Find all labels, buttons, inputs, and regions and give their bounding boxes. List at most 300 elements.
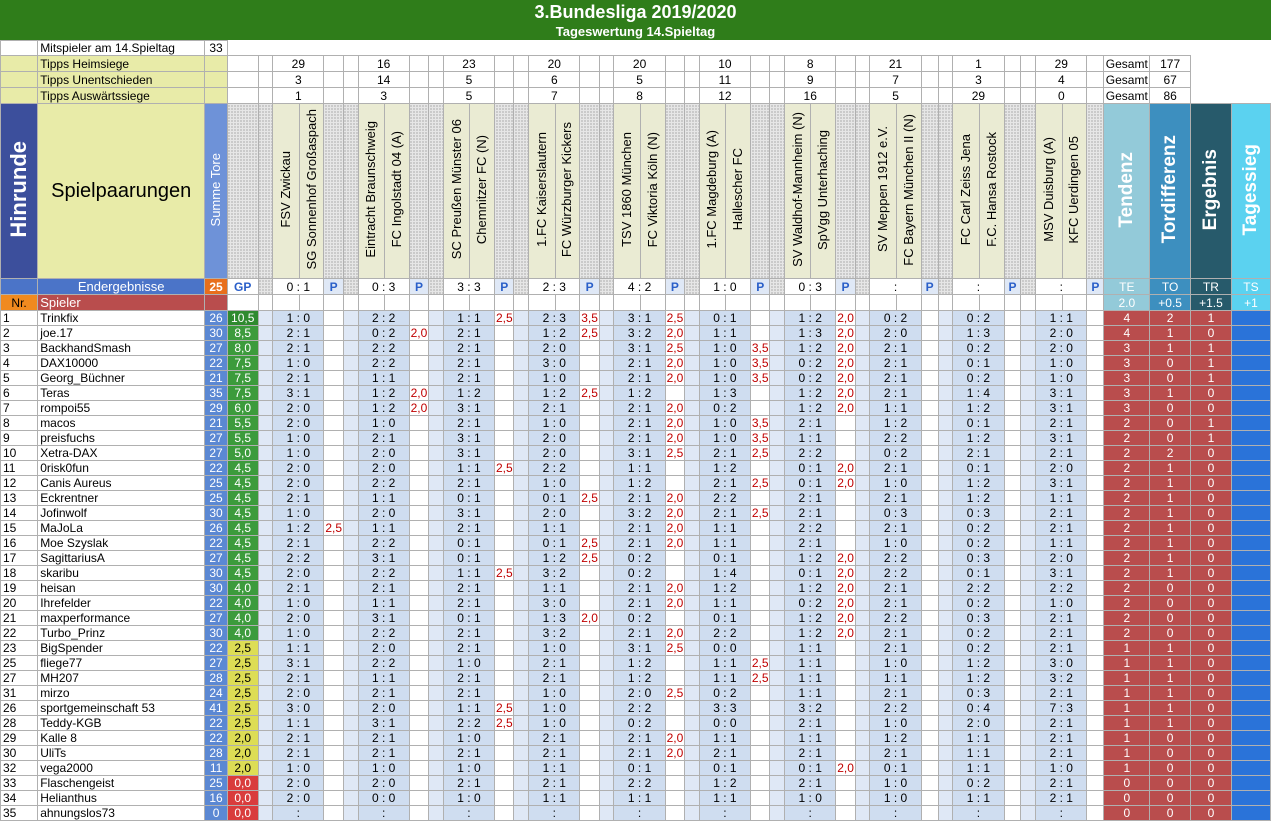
player-gp: 8,0 [227, 341, 258, 356]
player-tip: 3 : 1 [358, 716, 409, 731]
player-tip: 2 : 1 [614, 581, 665, 596]
player-to: 1 [1150, 686, 1191, 701]
player-tip: 3 : 1 [358, 551, 409, 566]
player-points [495, 371, 514, 386]
player-tip: 1 : 2 [614, 476, 665, 491]
player-name: Teras [38, 386, 205, 401]
player-gp: 2,5 [227, 701, 258, 716]
player-tip: 3 : 1 [443, 506, 494, 521]
player-tip: 1 : 2 [699, 776, 750, 791]
player-tip: 1 : 1 [953, 761, 1004, 776]
player-points [921, 806, 938, 821]
player-tore: 25 [205, 491, 228, 506]
player-tip: 2 : 1 [870, 686, 921, 701]
player-tip: 1 : 0 [1036, 761, 1087, 776]
player-points [1004, 731, 1021, 746]
score-value: +1 [1231, 295, 1270, 311]
player-points [665, 761, 684, 776]
player-points [324, 431, 343, 446]
player-gp: 0,0 [227, 776, 258, 791]
player-tip: 1 : 0 [529, 701, 580, 716]
player-tip: 2 : 1 [1036, 716, 1087, 731]
player-points [495, 731, 514, 746]
gp-label: GP [227, 279, 258, 295]
player-te: 4 [1104, 326, 1150, 341]
player-tip: 2 : 0 [1036, 551, 1087, 566]
player-tip: 1 : 0 [870, 791, 921, 806]
player-row[interactable] [1, 731, 1271, 746]
player-points [836, 416, 855, 431]
summary-value: 7 [529, 88, 580, 104]
player-points [580, 446, 599, 461]
player-points: 2,0 [837, 326, 854, 340]
summary-value: 4 [1036, 72, 1087, 88]
player-row[interactable] [1, 671, 1271, 686]
player-tr: 0 [1191, 731, 1232, 746]
player-points [921, 491, 938, 506]
player-tip: 2 : 1 [870, 581, 921, 596]
player-tip: 3 : 1 [443, 446, 494, 461]
player-tip: 2 : 1 [953, 446, 1004, 461]
player-tip: 2 : 1 [1036, 791, 1087, 806]
player-tip: 0 : 2 [870, 311, 921, 326]
summary-row [1, 72, 1271, 88]
player-points [836, 656, 855, 671]
player-row[interactable] [1, 521, 1271, 536]
player-tip: 1 : 2 [529, 551, 580, 566]
player-name: 0risk0fun [38, 461, 205, 476]
player-tr: 1 [1191, 356, 1232, 371]
player-points [1087, 671, 1104, 686]
player-tip: 1 : 1 [699, 731, 750, 746]
player-tip: 0 : 4 [953, 701, 1004, 716]
tendenz-header: Tendenz [1115, 151, 1137, 228]
player-tip: 2 : 2 [273, 551, 324, 566]
player-tip: 2 : 1 [614, 431, 665, 446]
gesamt-label: Gesamt [1105, 72, 1148, 87]
player-tip: 2 : 1 [785, 716, 836, 731]
player-tip: 1 : 0 [273, 761, 324, 776]
player-tip: 1 : 1 [1036, 491, 1087, 506]
player-points [1087, 551, 1104, 566]
player-points [1004, 761, 1021, 776]
end-sum: 25 [205, 279, 228, 295]
player-nr: 16 [1, 536, 38, 551]
player-tip: 1 : 0 [699, 416, 750, 431]
player-row[interactable] [1, 326, 1271, 341]
match-result: 1 : 0 [699, 279, 750, 295]
player-to: 1 [1150, 656, 1191, 671]
summary-value: 20 [614, 56, 665, 72]
player-tore: 30 [205, 506, 228, 521]
player-row[interactable] [1, 701, 1271, 716]
title-bar [0, 0, 1271, 40]
player-tr: 0 [1191, 761, 1232, 776]
player-points [495, 416, 514, 431]
player-gp: 4,5 [227, 461, 258, 476]
player-row[interactable] [1, 476, 1271, 491]
player-tip: 2 : 1 [358, 746, 409, 761]
player-points: 2,0 [837, 311, 854, 325]
player-te: 1 [1104, 686, 1150, 701]
player-points: 2,5 [666, 446, 684, 460]
gesamt-label: Gesamt [1105, 88, 1148, 103]
player-to: 0 [1150, 791, 1191, 806]
player-tore: 22 [205, 716, 228, 731]
player-tip: 2 : 0 [358, 446, 409, 461]
summary-value: 1 [273, 88, 324, 104]
player-points [1004, 686, 1021, 701]
player-points [1004, 626, 1021, 641]
player-tore: 30 [205, 581, 228, 596]
player-tip: 1 : 1 [699, 521, 750, 536]
player-tip: 2 : 1 [785, 746, 836, 761]
player-row[interactable] [1, 536, 1271, 551]
player-points [409, 701, 428, 716]
player-tip: 0 : 1 [785, 476, 836, 491]
player-points [324, 326, 343, 341]
player-points [409, 341, 428, 356]
player-tip: 0 : 1 [785, 566, 836, 581]
gesamt-value: 67 [1150, 72, 1191, 88]
player-tr: 1 [1191, 431, 1232, 446]
player-tip: 1 : 1 [785, 641, 836, 656]
player-points [409, 431, 428, 446]
player-to: 1 [1150, 341, 1191, 356]
player-tip: 2 : 1 [443, 671, 494, 686]
player-row[interactable] [1, 491, 1271, 506]
player-name: Flaschengeist [38, 776, 205, 791]
player-tip: 2 : 2 [358, 566, 409, 581]
player-to: 0 [1150, 416, 1191, 431]
player-tip: 1 : 0 [699, 371, 750, 386]
player-tip: 2 : 1 [699, 476, 750, 491]
player-points [921, 536, 938, 551]
player-points [580, 791, 599, 806]
player-tip: 1 : 0 [529, 686, 580, 701]
player-tr: 0 [1191, 611, 1232, 626]
player-tip: 2 : 1 [1036, 416, 1087, 431]
player-tip: 0 : 1 [953, 356, 1004, 371]
player-points [1004, 461, 1021, 476]
player-gp: 7,5 [227, 371, 258, 386]
player-name: Turbo_Prinz [38, 626, 205, 641]
player-row[interactable] [1, 596, 1271, 611]
player-row[interactable] [1, 356, 1271, 371]
player-te: 1 [1104, 641, 1150, 656]
player-name: Xetra-DAX [38, 446, 205, 461]
player-tip: 0 : 1 [870, 761, 921, 776]
player-tip: 2 : 1 [785, 536, 836, 551]
player-points [324, 761, 343, 776]
player-tip: 3 : 1 [614, 446, 665, 461]
player-tip: 2 : 1 [1036, 506, 1087, 521]
player-row[interactable] [1, 446, 1271, 461]
player-row[interactable] [1, 371, 1271, 386]
player-tip: 0 : 1 [443, 611, 494, 626]
match-home-team: 1.FC Magdeburg (A) [704, 130, 720, 249]
player-tip: 0 : 1 [443, 536, 494, 551]
player-tip: 0 : 2 [785, 596, 836, 611]
player-points [1087, 461, 1104, 476]
player-points: 2,0 [666, 581, 684, 595]
page-title: 3.Bundesliga 2019/2020 [534, 2, 737, 22]
player-points [1004, 581, 1021, 596]
player-tip: 2 : 2 [699, 491, 750, 506]
player-row[interactable] [1, 611, 1271, 626]
player-to: 0 [1150, 371, 1191, 386]
player-tip: 1 : 0 [529, 641, 580, 656]
player-points [665, 791, 684, 806]
player-points: 2,0 [666, 431, 684, 445]
summary-value: 8 [614, 88, 665, 104]
player-tip: 2 : 1 [443, 596, 494, 611]
player-tip: 2 : 1 [529, 401, 580, 416]
player-row[interactable] [1, 551, 1271, 566]
player-tip: 3 : 0 [529, 356, 580, 371]
player-tore: 30 [205, 566, 228, 581]
gesamt-value: 177 [1150, 56, 1191, 72]
player-points: 2,0 [837, 401, 854, 415]
player-tr: 0 [1191, 446, 1232, 461]
player-tore: 22 [205, 596, 228, 611]
player-points [751, 461, 770, 476]
player-row[interactable] [1, 626, 1271, 641]
player-row[interactable] [1, 656, 1271, 671]
p-label: P [324, 279, 343, 295]
player-tip: 1 : 1 [785, 686, 836, 701]
player-tip: 1 : 2 [785, 551, 836, 566]
player-tip: 1 : 0 [529, 371, 580, 386]
player-tip: 2 : 0 [953, 716, 1004, 731]
player-points [921, 596, 938, 611]
score-code: TO [1150, 279, 1191, 295]
player-tip: 1 : 0 [443, 656, 494, 671]
player-points [665, 476, 684, 491]
match-home-team: TSV 1860 München [619, 132, 635, 247]
player-name: rompoi55 [38, 401, 205, 416]
player-nr: 14 [1, 506, 38, 521]
player-gp: 6,0 [227, 401, 258, 416]
player-nr: 35 [1, 806, 38, 821]
player-tip: 2 : 1 [443, 326, 494, 341]
player-points [836, 716, 855, 731]
player-points [324, 446, 343, 461]
player-points [921, 746, 938, 761]
player-points [324, 506, 343, 521]
player-tip: 3 : 3 [699, 701, 750, 716]
player-tip: 3 : 1 [614, 341, 665, 356]
player-points [324, 701, 343, 716]
player-row[interactable] [1, 761, 1271, 776]
player-points: 2,0 [837, 356, 854, 370]
player-tip: 1 : 0 [273, 446, 324, 461]
player-tip: 1 : 1 [870, 671, 921, 686]
player-tip: 2 : 0 [273, 416, 324, 431]
summary-row [1, 88, 1271, 104]
player-te: 3 [1104, 401, 1150, 416]
player-row[interactable] [1, 386, 1271, 401]
player-tip: 2 : 0 [614, 686, 665, 701]
player-points [665, 566, 684, 581]
player-points [751, 776, 770, 791]
player-points [324, 776, 343, 791]
player-tip: 2 : 1 [273, 341, 324, 356]
player-tip: 0 : 2 [699, 686, 750, 701]
player-points [836, 506, 855, 521]
player-points: 2,0 [837, 551, 854, 565]
player-points [580, 761, 599, 776]
player-tip: 2 : 1 [870, 521, 921, 536]
player-gp: 4,5 [227, 506, 258, 521]
player-tip: 2 : 2 [870, 701, 921, 716]
player-te: 0 [1104, 776, 1150, 791]
player-tip: 1 : 3 [953, 326, 1004, 341]
summary-value: 14 [358, 72, 409, 88]
player-tip: 2 : 0 [273, 566, 324, 581]
player-tip: 3 : 1 [443, 401, 494, 416]
player-tip: 1 : 2 [785, 401, 836, 416]
player-gp: 4,5 [227, 476, 258, 491]
player-row[interactable] [1, 461, 1271, 476]
player-te: 1 [1104, 701, 1150, 716]
player-row[interactable] [1, 506, 1271, 521]
player-name: Moe Szyslak [38, 536, 205, 551]
player-row[interactable] [1, 581, 1271, 596]
player-points [324, 626, 343, 641]
match-away-team: F.C. Hansa Rostock [983, 132, 999, 247]
player-row[interactable] [1, 566, 1271, 581]
player-te: 3 [1104, 386, 1150, 401]
player-points [1004, 521, 1021, 536]
player-tip: 3 : 1 [1036, 386, 1087, 401]
player-points [836, 641, 855, 656]
player-tip: 2 : 1 [273, 746, 324, 761]
player-tip: 1 : 2 [785, 611, 836, 626]
player-points [921, 476, 938, 491]
player-tip: 2 : 2 [358, 656, 409, 671]
player-tr: 0 [1191, 386, 1232, 401]
player-to: 1 [1150, 536, 1191, 551]
player-to: 0 [1150, 626, 1191, 641]
player-points [495, 806, 514, 821]
player-points: 2,0 [837, 761, 854, 775]
player-points [921, 506, 938, 521]
player-tip: 0 : 2 [614, 716, 665, 731]
summary-value: 29 [273, 56, 324, 72]
player-tr: 0 [1191, 701, 1232, 716]
gesamt-label: Gesamt [1105, 56, 1148, 71]
player-row[interactable] [1, 341, 1271, 356]
player-points [1087, 506, 1104, 521]
player-te: 3 [1104, 371, 1150, 386]
player-points [324, 746, 343, 761]
player-row[interactable] [1, 641, 1271, 656]
player-tip: 1 : 0 [1036, 371, 1087, 386]
player-points [751, 731, 770, 746]
player-points [409, 566, 428, 581]
player-nr: 34 [1, 791, 38, 806]
player-row[interactable] [1, 416, 1271, 431]
player-row[interactable] [1, 791, 1271, 806]
player-te: 4 [1104, 311, 1150, 326]
player-points [1087, 776, 1104, 791]
p-label: P [921, 279, 938, 295]
player-row[interactable] [1, 311, 1271, 326]
player-row[interactable] [1, 401, 1271, 416]
player-tip: 2 : 0 [273, 461, 324, 476]
player-tip: 1 : 1 [953, 746, 1004, 761]
player-points [751, 521, 770, 536]
match-home-team: 1.FC Kaiserslautern [533, 132, 549, 247]
player-points [409, 476, 428, 491]
player-gp: 5,5 [227, 431, 258, 446]
player-row[interactable] [1, 746, 1271, 761]
player-tip: 1 : 0 [443, 791, 494, 806]
player-points [751, 611, 770, 626]
player-tore: 21 [205, 371, 228, 386]
player-tip: 1 : 1 [699, 656, 750, 671]
player-tr: 0 [1191, 566, 1232, 581]
player-name: Ihrefelder [38, 596, 205, 611]
player-tore: 22 [205, 536, 228, 551]
player-tip: 1 : 2 [614, 386, 665, 401]
player-points: 2,5 [495, 311, 513, 325]
summary-value: 9 [785, 72, 836, 88]
player-row[interactable] [1, 806, 1271, 821]
player-te: 2 [1104, 551, 1150, 566]
player-points [409, 716, 428, 731]
player-row[interactable] [1, 776, 1271, 791]
player-tip: 0 : 1 [529, 491, 580, 506]
player-row[interactable] [1, 686, 1271, 701]
player-name: mirzo [38, 686, 205, 701]
player-tr: 1 [1191, 341, 1232, 356]
player-tore: 11 [205, 761, 228, 776]
player-nr: 4 [1, 356, 38, 371]
player-points [409, 521, 428, 536]
player-tr: 0 [1191, 506, 1232, 521]
player-row[interactable] [1, 431, 1271, 446]
player-nr: 8 [1, 416, 38, 431]
player-points [836, 806, 855, 821]
player-tip: 3 : 2 [785, 701, 836, 716]
player-points [751, 386, 770, 401]
player-tip: 3 : 2 [529, 626, 580, 641]
match-result: 0 : 3 [358, 279, 409, 295]
player-row[interactable] [1, 716, 1271, 731]
player-points [1004, 506, 1021, 521]
player-points [495, 791, 514, 806]
player-gp: 4,0 [227, 626, 258, 641]
player-te: 2 [1104, 461, 1150, 476]
player-points [921, 791, 938, 806]
match-home-team: Eintracht Braunschweig [363, 121, 379, 258]
player-name: Jofinwolf [38, 506, 205, 521]
player-tip: 2 : 1 [614, 491, 665, 506]
player-tip: 2 : 2 [358, 536, 409, 551]
player-gp: 2,0 [227, 746, 258, 761]
player-points [409, 776, 428, 791]
player-tip: 2 : 0 [1036, 326, 1087, 341]
player-points: 3,5 [581, 311, 598, 325]
player-tip: 2 : 1 [870, 356, 921, 371]
player-points [409, 611, 428, 626]
player-tip: 1 : 1 [529, 581, 580, 596]
player-te: 2 [1104, 521, 1150, 536]
player-tr: 1 [1191, 371, 1232, 386]
player-name: ahnungslos73 [38, 806, 205, 821]
